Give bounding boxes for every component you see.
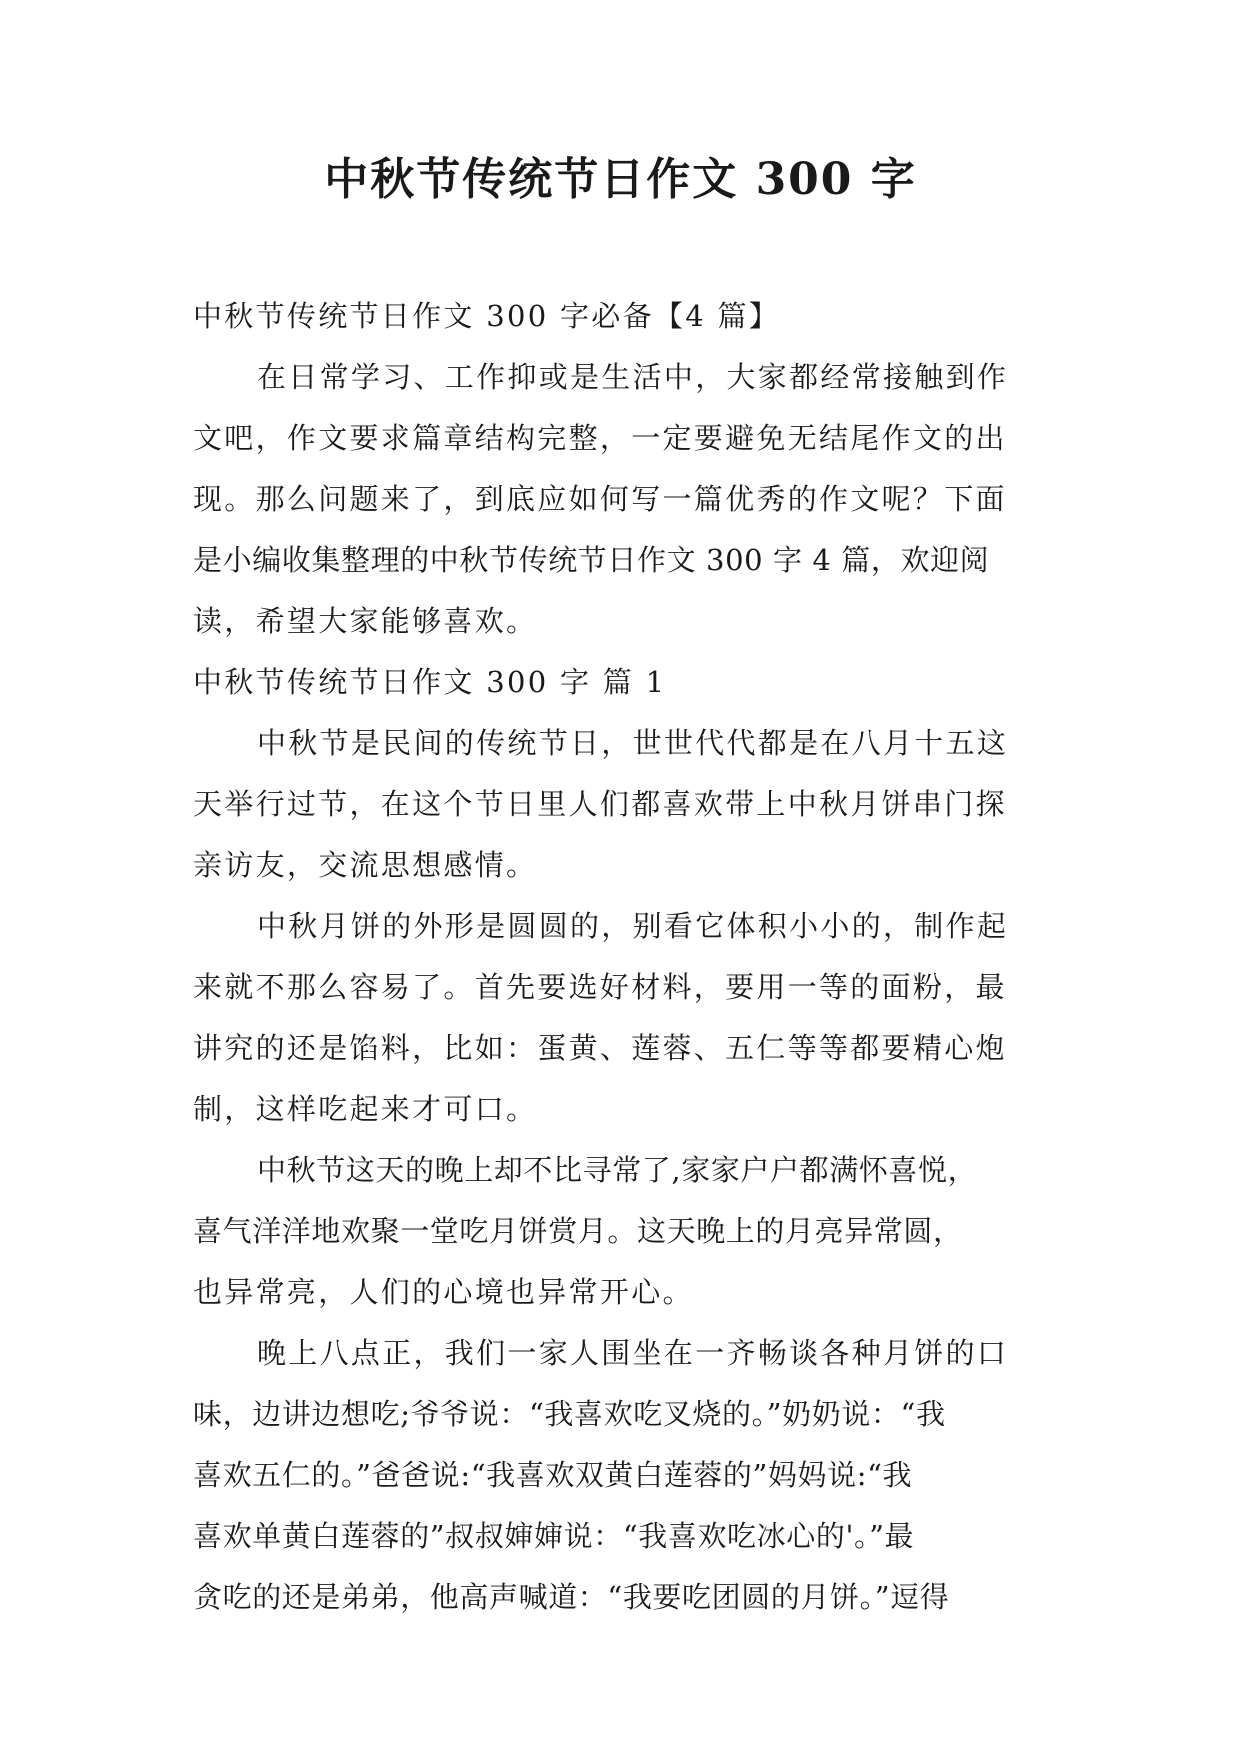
paragraph-line: 中秋月饼的外形是圆圆的，别看它体积小小的，制作起 (257, 909, 1009, 943)
paragraph-line: 天举行过节，在这个节日里人们都喜欢带上中秋月饼串门探 (193, 787, 1007, 821)
paragraph-line: 来就不那么容易了。首先要选好材料，要用一等的面粉，最 (193, 970, 1007, 1004)
paragraph-line: 中秋节这天的晚上却不比寻常了,家家户户都满怀喜悦， (257, 1153, 978, 1187)
paragraph-line: 喜欢单黄白莲蓉的”叔叔婶婶说：“我喜欢吃冰心的'。”最 (193, 1519, 915, 1553)
paragraph-line: 中秋节是民间的传统节日，世世代代都是在八月十五这 (257, 726, 1009, 760)
paragraph-line: 晚上八点正，我们一家人围坐在一齐畅谈各种月饼的口 (257, 1336, 1009, 1370)
subtitle-line: 中秋节传统节日作文 300 字必备【4 篇】 (193, 299, 781, 333)
document-title: 中秋节传统节日作文 300 字 (324, 154, 917, 205)
paragraph-line: 味，边讲边想吃;爷爷说：“我喜欢吃叉烧的。”奶奶说：“我 (193, 1397, 946, 1431)
paragraph-line: 是小编收集整理的中秋节传统节日作文 300 字 4 篇，欢迎阅 (193, 543, 990, 577)
paragraph-line: 读，希望大家能够喜欢。 (193, 604, 538, 638)
document-body (193, 286, 1063, 1628)
paragraph-line: 现。那么问题来了，到底应如何写一篇优秀的作文呢？下面 (193, 482, 1007, 516)
paragraph-line: 喜气洋洋地欢聚一堂吃月饼赏月。这天晚上的月亮异常圆， (193, 1214, 963, 1248)
paragraph-line: 在日常学习、工作抑或是生活中，大家都经常接触到作 (257, 360, 1009, 394)
paragraph-line: 也异常亮，人们的心境也异常开心。 (193, 1275, 694, 1309)
paragraph-line: 制，这样吃起来才可口。 (193, 1092, 538, 1126)
paragraph-line: 亲访友，交流思想感情。 (193, 848, 538, 882)
paragraph-line: 喜欢五仁的。”爸爸说:“我喜欢双黄白莲蓉的”妈妈说:“我 (193, 1458, 913, 1492)
paragraph-line: 贪吃的还是弟弟，他高声喊道：“我要吃团圆的月饼。”逗得 (193, 1580, 950, 1614)
section-heading: 中秋节传统节日作文 300 字 篇 1 (193, 665, 667, 699)
paragraph-line: 讲究的还是馅料，比如：蛋黄、莲蓉、五仁等等都要精心炮 (193, 1031, 1007, 1065)
paragraph-line: 文吧，作文要求篇章结构完整，一定要避免无结尾作文的出 (193, 421, 1007, 455)
